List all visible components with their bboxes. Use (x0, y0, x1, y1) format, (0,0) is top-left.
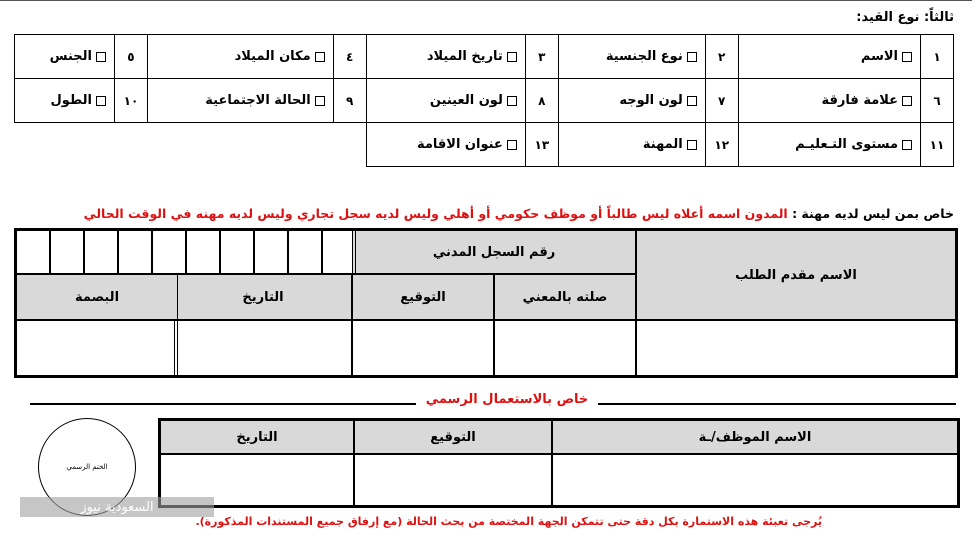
official-use-table (158, 418, 960, 508)
note-text: المدون اسمه أعلاه ليس طالباً أو موظف حكومي أو أهلي وليس لديه سجل تجاري وليس لديه مهنه في الوقت الحالي (83, 206, 788, 221)
field-label: مكان الميلاد (234, 49, 311, 64)
section-title: ثالثاً: نوع القيد: (856, 10, 954, 25)
signature-header: التوقيع (352, 274, 494, 320)
field-option-profession[interactable] (558, 123, 705, 167)
watermark: السعودية نيوز (20, 497, 214, 517)
field-option-face-color[interactable] (558, 79, 705, 123)
relation-header: صلته بالمعني (494, 274, 636, 320)
top-border-line (0, 0, 972, 1)
field-number: ٤ (333, 35, 366, 79)
empty-cell (15, 123, 367, 167)
field-number: ٢ (705, 35, 738, 79)
digit-box[interactable] (254, 230, 288, 274)
checkbox[interactable] (902, 140, 912, 150)
digit-box[interactable] (152, 230, 186, 274)
note-prefix: خاص بمن ليس لديه مهنة : (792, 206, 954, 221)
field-label: الحالة الاجتماعية (205, 93, 311, 108)
divider-line-right (598, 403, 956, 405)
field-option-birth-date[interactable] (366, 35, 525, 79)
digit-box[interactable] (118, 230, 152, 274)
relation-input[interactable] (494, 320, 636, 376)
field-number: ٥ (114, 35, 147, 79)
field-option-name[interactable] (738, 35, 920, 79)
footer-instruction: يُرجى تعبئة هذه الاستمارة بكل دقة حتى تتمكن الجهة المختصة من بحث الحالة (مع إرفاق جميع المستندات المذكورة). (195, 515, 822, 528)
digit-box[interactable] (186, 230, 220, 274)
fields-row (15, 123, 954, 167)
no-profession-note (84, 206, 954, 221)
digit-box[interactable] (50, 230, 84, 274)
checkbox[interactable] (507, 140, 517, 150)
checkbox[interactable] (687, 52, 697, 62)
checkbox[interactable] (902, 52, 912, 62)
field-number: ٧ (705, 79, 738, 123)
official-signature-header: التوقيع (354, 420, 552, 454)
digit-box[interactable] (322, 230, 356, 274)
field-number: ٨ (525, 79, 558, 123)
field-option-nationality[interactable] (558, 35, 705, 79)
digit-box[interactable] (220, 230, 254, 274)
official-use-title: خاص بالاستعمال الرسمي (425, 392, 589, 407)
field-label: الجنس (49, 49, 92, 64)
field-number: ١٢ (705, 123, 738, 167)
field-label: تاريخ الميلاد (426, 49, 503, 64)
field-option-distinguishing-mark[interactable] (738, 79, 920, 123)
field-option-birth-place[interactable] (147, 35, 333, 79)
checkbox[interactable] (507, 52, 517, 62)
record-type-table (14, 34, 954, 167)
field-label: عنوان الاقامة (416, 137, 503, 152)
fingerprint-input[interactable] (16, 320, 178, 376)
checkbox[interactable] (96, 52, 106, 62)
field-label: المهنة (642, 137, 683, 152)
field-label: مستوى التـعليـم (795, 137, 898, 152)
checkbox[interactable] (315, 96, 325, 106)
digit-box[interactable] (84, 230, 118, 274)
fingerprint-header: البصمة (16, 274, 178, 320)
seal-label: الختم الرسمي (66, 463, 108, 471)
field-number: ٩ (333, 79, 366, 123)
checkbox[interactable] (687, 96, 697, 106)
fields-row (15, 35, 954, 79)
applicant-name-input[interactable] (636, 320, 956, 376)
field-label: الطول (50, 93, 92, 108)
signature-input[interactable] (352, 320, 494, 376)
date-header: التاريخ (174, 274, 352, 320)
checkbox[interactable] (507, 96, 517, 106)
field-label: لون العينين (429, 93, 503, 108)
field-number: ١٠ (114, 79, 147, 123)
field-option-education[interactable] (738, 123, 920, 167)
field-number: ١١ (921, 123, 954, 167)
civil-record-digits (16, 230, 356, 274)
field-number: ١٣ (525, 123, 558, 167)
field-option-height[interactable] (15, 79, 115, 123)
employee-name-input[interactable] (552, 454, 958, 506)
field-option-marital-status[interactable] (147, 79, 333, 123)
field-label: نوع الجنسية (605, 49, 683, 64)
employee-name-header: الاسم الموظف/ـة (552, 420, 958, 454)
civil-record-header: رقم السجل المدني (352, 230, 636, 274)
field-option-eye-color[interactable] (366, 79, 525, 123)
checkbox[interactable] (902, 96, 912, 106)
applicant-table (14, 228, 958, 378)
applicant-name-header: الاسم مقدم الطلب (636, 230, 956, 320)
official-signature-input[interactable] (354, 454, 552, 506)
field-label: لون الوجه (619, 93, 683, 108)
checkbox[interactable] (315, 52, 325, 62)
digit-box[interactable] (16, 230, 50, 274)
field-option-residence-address[interactable] (366, 123, 525, 167)
field-number: ٣ (525, 35, 558, 79)
divider-line-left (30, 403, 416, 405)
fields-row (15, 79, 954, 123)
checkbox[interactable] (687, 140, 697, 150)
checkbox[interactable] (96, 96, 106, 106)
field-number: ٦ (921, 79, 954, 123)
field-label: الاسم (860, 49, 898, 64)
field-label: علامة فارقة (821, 93, 898, 108)
field-number: ١ (921, 35, 954, 79)
digit-box[interactable] (288, 230, 322, 274)
official-date-header: التاريخ (160, 420, 354, 454)
field-option-gender[interactable] (15, 35, 115, 79)
date-input[interactable] (174, 320, 352, 376)
